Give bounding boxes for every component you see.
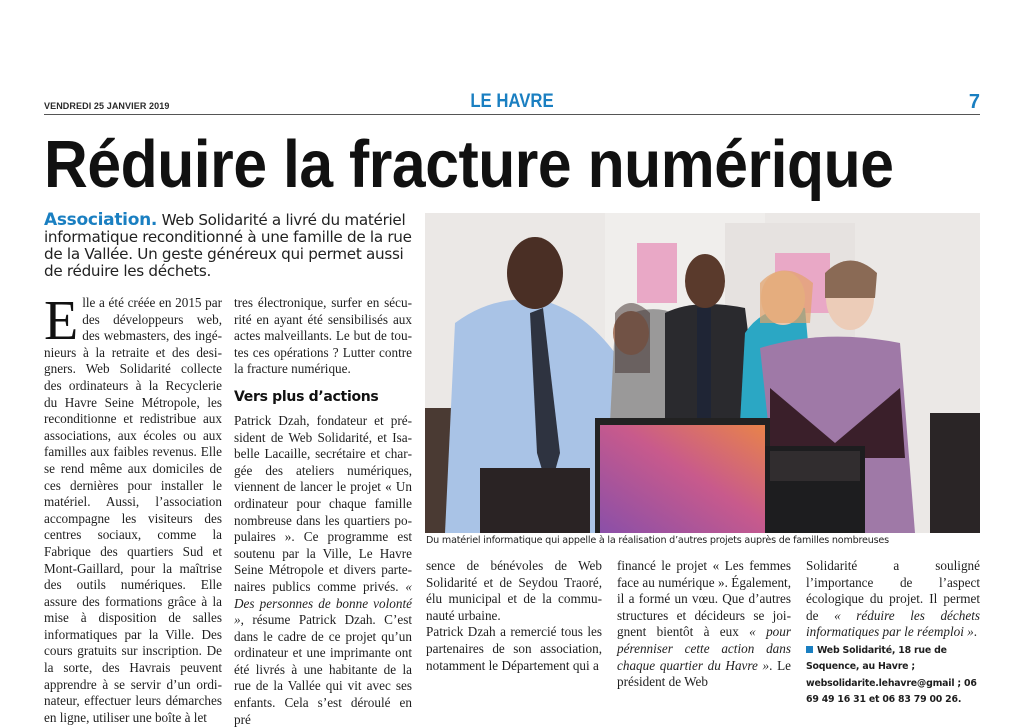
page-number: 7 xyxy=(968,91,980,113)
column-4-text-a: financé le projet « Les femmes face au numérique ». Également, il a formé un vœu. Que d’autres structures et décideurs se joignent bientôt à eux xyxy=(617,558,791,640)
column-4-text-b: . Le président de Web xyxy=(617,657,791,690)
article-column-4 xyxy=(617,558,791,691)
article-column-5 xyxy=(806,558,980,709)
photo-caption: Du matériel informatique qui appelle à la réalisation d’autres projets auprès de familles nombreuses xyxy=(426,535,889,546)
column-2-text-c: , résume Patrick Dzah. C’est dans le cadre de ce projet qu’un ordinateur et une imprimante ont été livrés à une habitante de la rue de la Vallée qui vit avec ses enfants. Cela s’est déroulé en pré xyxy=(234,612,412,727)
article-photo xyxy=(425,213,980,533)
article-column-2 xyxy=(234,295,412,728)
column-1-text: lle a été créée en 2015 par des développeurs web, des webmasters, des ingénieurs à la retraite et des designers. Web Solidarité collecte des ordinateurs à la Recyclerie du Havre Seine Métropole, les reconditionne et redistribue aux associations, aux écoles ou aux familles aux faibles revenus. Elle se rend même aux domiciles de ces dernières pour installer le matériel. Aussi, l’association accompagne les visiteurs des centres sociaux, comme la Fabrique des quartiers Sud et Mont-Gaillard, pour la maîtrise des outils numériques. Elle assure des formations grâce à la mise à disposition de salles informatiques par la Ville. Des cours gratuits sur inscription. De la sorte, des Havrais peuvent apprendre à se servir d’un ordinateur, effectuer leurs démarches en ligne, utiliser une boîte à let xyxy=(44,295,222,725)
column-3-text-b: Patrick Dzah a remercié tous les partenaires de son association, notamment le Département qui a xyxy=(426,624,602,673)
article-column-1 xyxy=(44,290,222,726)
column-5-text-a: Solidarité a souligné l’importance de l’aspect écologique du projet. Il permet de xyxy=(806,558,980,623)
quote-text: « pour pérenniser cette action dans chaque quartier du Havre » xyxy=(617,624,791,673)
dropcap: E xyxy=(44,290,79,352)
page-folio xyxy=(44,90,980,115)
group-photo-image xyxy=(425,213,980,533)
headline: Réduire la fracture numérique xyxy=(44,127,894,202)
standfirst xyxy=(44,212,424,280)
column-2-text-a: tres électronique, surfer en sécurité en ayant été sensibilisés aux actes malveillants. Le but de toutes ces opérations ? Lutter contre la fracture numérique. xyxy=(234,295,412,377)
column-3-text-a: sence de bénévoles de Web Solidarité et de Seydou Traoré, élu municipal et de la communauté urbaine. xyxy=(426,558,602,623)
section-title: LE HAVRE xyxy=(470,91,554,112)
quote-text: « réduire les déchets informatiques par le réemploi » xyxy=(806,607,980,640)
square-bullet-icon xyxy=(806,646,813,653)
article-column-3 xyxy=(426,558,602,674)
column-2-text-b: Patrick Dzah, fondateur et président de Web Solidarité, et Isabelle Lacaille, secrétaire et chargée des ateliers numériques, viennent de lancer le projet « Un ordinateur pour chaque famille nombreuse dans les quartiers populaires ». Ce programme est soutenu par la Ville, Le Havre Seine Métropole et divers partenaires publics comme privés. xyxy=(234,412,412,594)
standfirst-text: Web Solidarité a livré du matériel informatique reconditionné à une famille de la rue de la Vallée. Un geste généreux qui permet aussi de réduire les déchets. xyxy=(44,211,412,280)
kicker: Association. xyxy=(44,210,158,230)
contact-info-text: Web Solidarité, 18 rue de Soquence, au Havre ; websolidarite.lehavre@gmail ; 06 69 49 16 31 et 06 83 79 00 26. xyxy=(806,644,977,706)
publication-date: VENDREDI 25 JANVIER 2019 xyxy=(44,101,170,111)
contact-info xyxy=(806,643,980,709)
subheading: Vers plus d’actions xyxy=(234,388,379,405)
quote-text: « Des personnes de bonne volonté » xyxy=(234,578,412,628)
column-5-text-b: . xyxy=(973,624,978,640)
